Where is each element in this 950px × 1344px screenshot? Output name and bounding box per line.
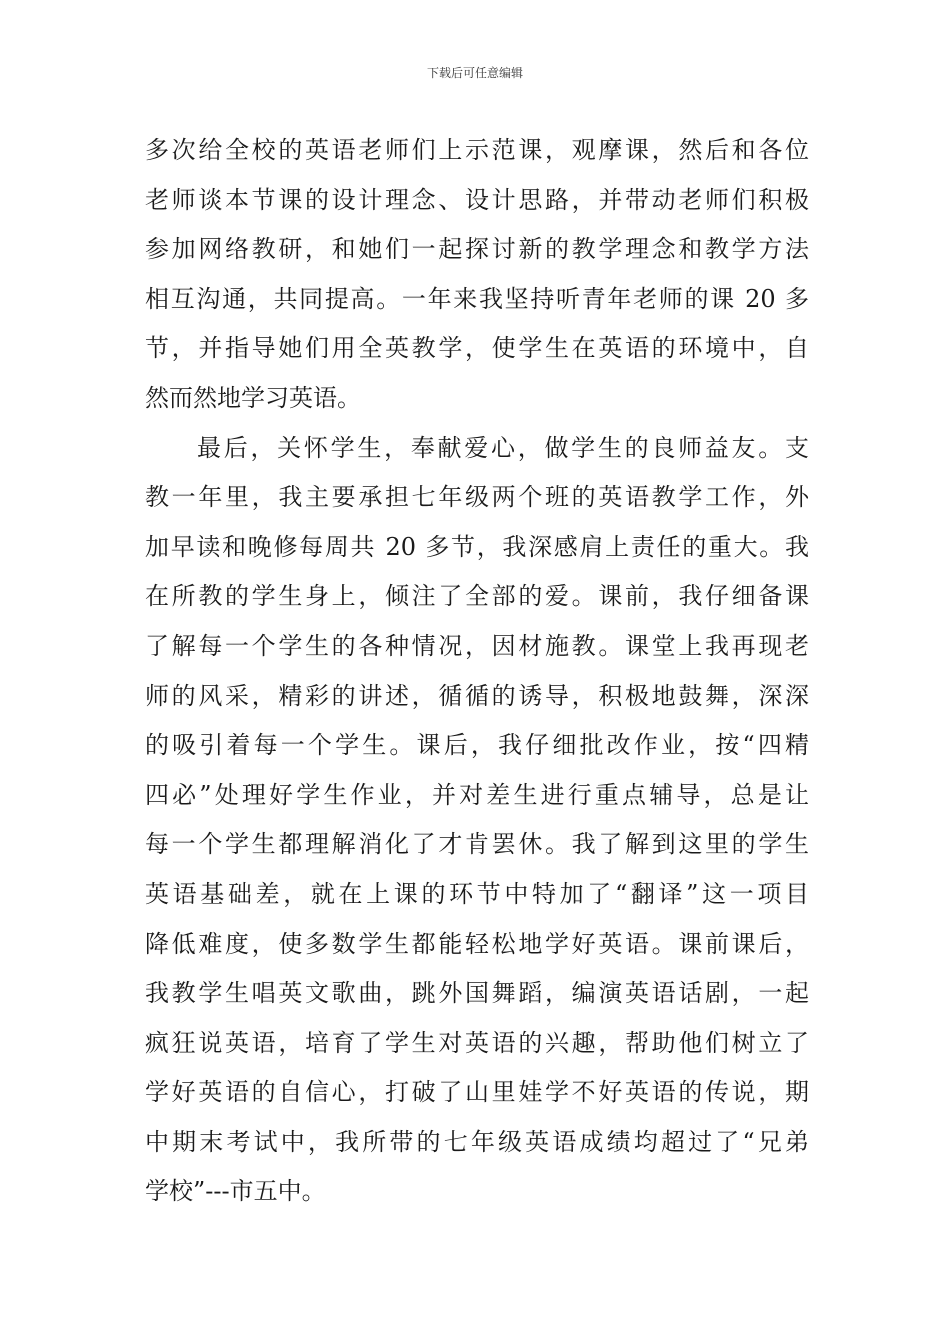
- text-line: 加早读和晚修每周共 20 多节，我深感肩上责任的重大。我: [145, 532, 809, 561]
- text-line: 多次给全校的英语老师们上示范课，观摩课，然后和各位: [145, 136, 809, 164]
- text-line: 节，并指导她们用全英教学，使学生在英语的环境中，自: [145, 334, 809, 363]
- paragraph-2: [145, 424, 809, 1218]
- page-header: 下载后可任意编辑: [426, 66, 523, 80]
- text-line: 英语基础差，就在上课的环节中特加了“翻译”这一项目: [145, 879, 809, 908]
- text-line: 的吸引着每一个学生。课后，我仔细批改作业，按“四精: [145, 731, 809, 760]
- document-body: [145, 126, 809, 1217]
- text-line: 学好英语的自信心，打破了山里娃学不好英语的传说，期: [145, 1078, 809, 1107]
- text-line: 在所教的学生身上，倾注了全部的爱。课前，我仔细备课: [145, 582, 809, 611]
- text-line: 学校”---市五中。: [145, 1177, 326, 1206]
- text-line: 然而然地学习英语。: [145, 383, 361, 412]
- text-line: 参加网络教研，和她们一起探讨新的教学理念和教学方法: [145, 235, 809, 264]
- text-line: 中期末考试中，我所带的七年级英语成绩均超过了“兄弟: [145, 1127, 809, 1156]
- text-line: 师的风采，精彩的讲述，循循的诱导，积极地鼓舞，深深: [145, 681, 809, 710]
- text-line: 每一个学生都理解消化了才肯罢休。我了解到这里的学生: [145, 830, 809, 859]
- text-line: 降低难度，使多数学生都能轻松地学好英语。课前课后，: [145, 929, 809, 958]
- text-line: 教一年里，我主要承担七年级两个班的英语教学工作，外: [145, 483, 809, 512]
- text-line: 老师谈本节课的设计理念、设计思路，并带动老师们积极: [145, 185, 809, 214]
- text-line: 相互沟通，共同提高。一年来我坚持听青年老师的课 20 多: [145, 284, 809, 313]
- paragraph-1: [145, 126, 809, 424]
- text-line: 疯狂说英语，培育了学生对英语的兴趣，帮助他们树立了: [145, 1028, 809, 1057]
- text-line: 四必”处理好学生作业，并对差生进行重点辅导，总是让: [145, 780, 809, 809]
- text-line: 最后，关怀学生，奉献爱心，做学生的良师益友。支: [197, 433, 809, 462]
- text-line: 了解每一个学生的各种情况，因材施教。课堂上我再现老: [145, 631, 809, 660]
- text-line: 我教学生唱英文歌曲，跳外国舞蹈，编演英语话剧，一起: [145, 979, 809, 1008]
